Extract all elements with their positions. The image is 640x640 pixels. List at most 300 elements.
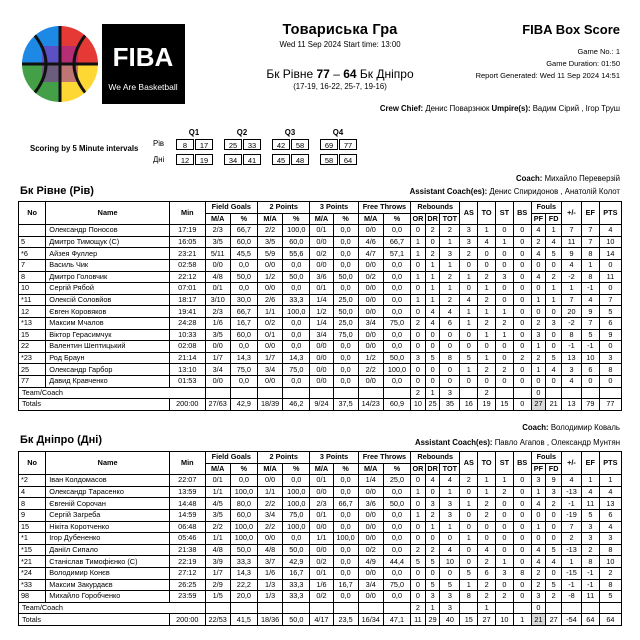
p2-pct: 0,0 — [283, 283, 310, 295]
personal-fouls: 2 — [531, 236, 546, 248]
efficiency: -1 — [581, 567, 599, 579]
blocks: 0 — [513, 225, 531, 237]
ft-made-attempted: 0/0 — [358, 591, 383, 603]
plus-minus: -1 — [562, 341, 582, 353]
col-header-free-throws: Free Throws — [358, 452, 410, 464]
ft-pct: 0,0 — [383, 533, 410, 545]
player-minutes: 19:41 — [169, 306, 205, 318]
personal-fouls: 2 — [531, 567, 546, 579]
p2-made-attempted: 0/0 — [258, 341, 283, 353]
ft-made-attempted: 0/0 — [358, 225, 383, 237]
totals-offensive-rebounds: 10 — [411, 399, 426, 411]
assists: 0 — [460, 509, 478, 521]
player-name: Давид Кравченко — [46, 375, 170, 387]
defensive-rebounds: 5 — [425, 556, 440, 568]
turnovers: 1 — [478, 225, 496, 237]
personal-fouls: 0 — [531, 509, 546, 521]
fouls-drawn: 1 — [546, 294, 562, 306]
game-title: Товариська Гра — [282, 22, 398, 38]
col-header-blocks: BS — [513, 452, 531, 475]
turnovers: 1 — [478, 329, 496, 341]
total-rebounds: 3 — [440, 509, 460, 521]
col-header-2-points: 2 Points — [258, 452, 310, 464]
player-number: 8 — [19, 271, 46, 283]
defensive-rebounds: 0 — [425, 329, 440, 341]
col-header-efficiency: EF — [581, 202, 599, 225]
totals-fg-made-attempted: 27/63 — [205, 399, 230, 411]
interval-score-cell: 25 — [224, 139, 242, 150]
ft-pct: 66,7 — [383, 236, 410, 248]
p3-made-attempted: 0/0 — [310, 259, 333, 271]
defensive-rebounds: 5 — [425, 352, 440, 364]
crew-chief-name: Денис Поварзнюк — [425, 104, 490, 113]
player-row — [19, 475, 622, 487]
defensive-rebounds: 1 — [425, 521, 440, 533]
defensive-rebounds: 1 — [425, 283, 440, 295]
turnovers: 1 — [478, 306, 496, 318]
points: 6 — [599, 317, 621, 329]
fg-made-attempted: 3/5 — [205, 509, 230, 521]
player-minutes: 05:46 — [169, 533, 205, 545]
col-subheader-ma: M/A — [205, 213, 230, 225]
steals: 1 — [496, 306, 514, 318]
points: 0 — [599, 341, 621, 353]
p2-made-attempted: 0/0 — [258, 259, 283, 271]
ft-made-attempted: 0/0 — [358, 259, 383, 271]
ft-pct: 0,0 — [383, 283, 410, 295]
blocks: 0 — [513, 364, 531, 376]
period-team-code: Рів — [153, 139, 165, 148]
fg-made-attempted: 1/1 — [205, 486, 230, 498]
player-row — [19, 283, 622, 295]
player-row — [19, 556, 622, 568]
fg-pct: 66,7 — [230, 225, 257, 237]
player-number: 15 — [19, 521, 46, 533]
assists: 5 — [460, 567, 478, 579]
empty-cell — [333, 387, 358, 399]
fg-pct: 80,0 — [230, 498, 257, 510]
logo-tagline: We Are Basketball — [108, 82, 178, 92]
player-row — [19, 579, 622, 591]
personal-fouls: 0 — [531, 306, 546, 318]
p2-pct: 75,0 — [283, 364, 310, 376]
totals-efficiency: 79 — [581, 399, 599, 411]
game-number: Game No.: 1 — [577, 47, 620, 56]
interval-score-cell: 42 — [272, 139, 290, 150]
p2-pct: 33,3 — [283, 294, 310, 306]
personal-fouls: 3 — [531, 329, 546, 341]
total-rebounds: 3 — [440, 591, 460, 603]
blocks: 0 — [513, 317, 531, 329]
assistant-names: Павло Агапов , Олександр Мунтян — [494, 438, 620, 447]
col-subheader-pf: PF — [531, 463, 546, 475]
team1-title: Бк Рівне (Рів) — [20, 185, 94, 197]
turnovers: 2 — [478, 591, 496, 603]
assists: 1 — [460, 533, 478, 545]
player-name: Олександр Гарбор — [46, 364, 170, 376]
fouls-drawn: 2 — [546, 498, 562, 510]
assists: 0 — [460, 486, 478, 498]
assists: 0 — [460, 375, 478, 387]
fg-made-attempted: 4/8 — [205, 544, 230, 556]
p3-pct: 100,0 — [333, 533, 358, 545]
col-header-turnovers: TO — [478, 202, 496, 225]
personal-fouls: 0 — [531, 259, 546, 271]
empty-cell — [258, 387, 283, 399]
col-subheader-fd: FD — [546, 213, 562, 225]
player-row — [19, 486, 622, 498]
team-personal-fouls: 0 — [531, 387, 546, 399]
turnovers: 2 — [478, 294, 496, 306]
offensive-rebounds: 0 — [411, 341, 426, 353]
col-header-fouls: Fouls — [531, 452, 561, 464]
p3-made-attempted: 0/1 — [310, 509, 333, 521]
efficiency: 11 — [581, 591, 599, 603]
totals-personal-fouls: 21 — [531, 614, 546, 626]
col-header-rebounds: Rebounds — [411, 202, 460, 214]
assists: 0 — [460, 341, 478, 353]
p2-made-attempted: 0/2 — [258, 317, 283, 329]
p2-pct: 50,0 — [283, 271, 310, 283]
fg-pct: 60,0 — [230, 329, 257, 341]
points: 0 — [599, 283, 621, 295]
fg-made-attempted: 0/0 — [205, 375, 230, 387]
assists: 1 — [460, 579, 478, 591]
totals-assists: 15 — [460, 614, 478, 626]
turnovers: 0 — [478, 521, 496, 533]
col-subheader-pct: % — [383, 213, 410, 225]
col-subheader-or: OR — [412, 213, 424, 223]
plus-minus: 1 — [562, 556, 582, 568]
final-score: Бк Рівне 77 – 64 Бк Дніпро — [266, 67, 414, 81]
col-header-name: Name — [46, 452, 170, 475]
p2-made-attempted: 0/0 — [258, 375, 283, 387]
col-header-min: Min — [169, 452, 205, 475]
plus-minus: -1 — [562, 579, 582, 591]
team-personal-fouls: 0 — [531, 602, 546, 614]
empty-cell — [230, 602, 257, 614]
blocks: 0 — [513, 579, 531, 591]
p3-made-attempted: 0/2 — [310, 556, 333, 568]
total-rebounds: 0 — [440, 329, 460, 341]
fg-pct: 22,2 — [230, 579, 257, 591]
player-name: Сергій Рябой — [46, 283, 170, 295]
plus-minus: 13 — [562, 352, 582, 364]
p2-made-attempted: 0/0 — [258, 533, 283, 545]
empty-cell — [358, 387, 383, 399]
player-minutes: 18:17 — [169, 294, 205, 306]
ft-made-attempted: 3/4 — [358, 579, 383, 591]
plus-minus: -15 — [562, 567, 582, 579]
col-header-efficiency: EF — [581, 452, 599, 475]
p3-made-attempted: 0/0 — [310, 364, 333, 376]
fg-made-attempted: 3/10 — [205, 294, 230, 306]
team2-boxscore-table — [18, 451, 622, 626]
coach-label: Coach: — [515, 174, 543, 183]
total-rebounds: 1 — [440, 521, 460, 533]
steals: 0 — [496, 294, 514, 306]
blocks: 2 — [513, 352, 531, 364]
fg-made-attempted: 0/1 — [205, 475, 230, 487]
p2-made-attempted: 1/1 — [258, 486, 283, 498]
p2-pct: 100,0 — [283, 225, 310, 237]
player-number: *21 — [19, 556, 46, 568]
player-minutes: 22:12 — [169, 271, 205, 283]
player-row — [19, 521, 622, 533]
player-name: Нікіта Коротченко — [46, 521, 170, 533]
efficiency: 1 — [581, 475, 599, 487]
ft-pct: 75,0 — [383, 317, 410, 329]
total-rebounds: 10 — [440, 556, 460, 568]
total-rebounds: 1 — [440, 283, 460, 295]
empty-cell — [383, 602, 410, 614]
offensive-rebounds: 0 — [411, 225, 426, 237]
assists: 1 — [460, 317, 478, 329]
player-name: Дмитро Тимощук (С) — [46, 236, 170, 248]
fg-made-attempted: 1/7 — [205, 567, 230, 579]
personal-fouls: 1 — [531, 341, 546, 353]
header-row — [19, 452, 622, 464]
fouls-drawn: 2 — [546, 271, 562, 283]
turnovers: 2 — [478, 271, 496, 283]
plus-minus: 20 — [562, 306, 582, 318]
assists: 5 — [460, 352, 478, 364]
player-minutes: 02:08 — [169, 341, 205, 353]
team-coach-row — [19, 602, 622, 614]
game-header — [230, 22, 450, 91]
player-minutes: 23:21 — [169, 248, 205, 260]
offensive-rebounds: 0 — [411, 521, 426, 533]
player-row — [19, 294, 622, 306]
p2-made-attempted: 0/1 — [258, 329, 283, 341]
p3-made-attempted: 1/1 — [310, 533, 333, 545]
totals-p2-pct: 46,2 — [283, 399, 310, 411]
p3-made-attempted: 3/6 — [310, 271, 333, 283]
plus-minus: -19 — [562, 509, 582, 521]
defensive-rebounds: 1 — [425, 259, 440, 271]
assists: 0 — [460, 544, 478, 556]
col-subheader-pct: % — [230, 463, 257, 475]
fg-pct: 14,3 — [230, 567, 257, 579]
crew-chief-label: Crew Chief: — [379, 104, 424, 113]
totals-p2-made-attempted: 18/39 — [258, 399, 283, 411]
player-row — [19, 509, 622, 521]
defensive-rebounds: 1 — [425, 294, 440, 306]
player-row — [19, 364, 622, 376]
fg-made-attempted: 0/0 — [205, 259, 230, 271]
steals: 0 — [496, 544, 514, 556]
empty-cell — [460, 602, 478, 614]
offensive-rebounds: 1 — [411, 271, 426, 283]
home-team-name: Бк Рівне — [266, 67, 314, 81]
col-header-rebounds: Rebounds — [411, 452, 460, 464]
p2-pct: 55,6 — [283, 248, 310, 260]
steals: 0 — [496, 283, 514, 295]
p2-made-attempted: 1/2 — [258, 271, 283, 283]
p2-pct: 50,0 — [283, 544, 310, 556]
steals: 2 — [496, 591, 514, 603]
plus-minus: -2 — [562, 317, 582, 329]
empty-cell — [546, 602, 562, 614]
fg-pct: 75,0 — [230, 364, 257, 376]
p2-pct: 33,3 — [283, 591, 310, 603]
empty-cell — [460, 387, 478, 399]
fouls-drawn: 0 — [546, 521, 562, 533]
totals-minutes: 200:00 — [169, 399, 205, 411]
p3-made-attempted: 0/0 — [310, 352, 333, 364]
blocks: 0 — [513, 236, 531, 248]
player-minutes: 17:19 — [169, 225, 205, 237]
ft-pct: 0,0 — [383, 259, 410, 271]
fg-pct: 16,7 — [230, 317, 257, 329]
fg-made-attempted: 2/3 — [205, 225, 230, 237]
steals: 0 — [496, 259, 514, 271]
efficiency: 5 — [581, 329, 599, 341]
player-row — [19, 329, 622, 341]
personal-fouls: 4 — [531, 556, 546, 568]
totals-p3-pct: 37,5 — [333, 399, 358, 411]
points: 14 — [599, 248, 621, 260]
empty-cell — [383, 387, 410, 399]
p3-made-attempted: 0/0 — [310, 375, 333, 387]
blocks: 0 — [513, 533, 531, 545]
fg-pct: 20,0 — [230, 591, 257, 603]
assists: 8 — [460, 591, 478, 603]
ft-pct: 0,0 — [383, 591, 410, 603]
defensive-rebounds: 0 — [425, 533, 440, 545]
steals: 2 — [496, 364, 514, 376]
player-minutes: 10:33 — [169, 329, 205, 341]
blocks: 0 — [513, 591, 531, 603]
blocks: 0 — [513, 556, 531, 568]
quarter-header: Q3 — [284, 128, 296, 137]
efficiency: 10 — [581, 352, 599, 364]
efficiency: -1 — [581, 341, 599, 353]
col-header-no: No — [19, 202, 46, 225]
blocks: 0 — [513, 306, 531, 318]
personal-fouls: 4 — [531, 248, 546, 260]
player-minutes: 22:07 — [169, 475, 205, 487]
total-rebounds: 1 — [440, 486, 460, 498]
totals-ft-made-attempted: 14/23 — [358, 399, 383, 411]
blocks: 0 — [513, 475, 531, 487]
fg-made-attempted: 0/1 — [205, 283, 230, 295]
p2-made-attempted: 2/2 — [258, 521, 283, 533]
ft-pct: 0,0 — [383, 375, 410, 387]
steals: 1 — [496, 329, 514, 341]
points: 13 — [599, 498, 621, 510]
fg-made-attempted: 0/0 — [205, 341, 230, 353]
totals-row — [19, 614, 622, 626]
ft-made-attempted: 0/2 — [358, 271, 383, 283]
assists: 0 — [460, 521, 478, 533]
fg-pct: 100,0 — [230, 533, 257, 545]
offensive-rebounds: 0 — [411, 533, 426, 545]
assists: 1 — [460, 306, 478, 318]
col-subheader-or: OR — [412, 463, 424, 473]
interval-score-cell: 58 — [320, 154, 338, 165]
interval-score-cell: 48 — [291, 154, 309, 165]
logo-wordmark: FIBA — [112, 42, 174, 72]
ft-pct: 0,0 — [383, 509, 410, 521]
offensive-rebounds: 5 — [411, 556, 426, 568]
quarter-header: Q4 — [332, 128, 344, 137]
p2-pct: 0,0 — [283, 533, 310, 545]
player-number: 98 — [19, 591, 46, 603]
steals: 0 — [496, 521, 514, 533]
coach-label: Coach: — [522, 423, 549, 432]
p3-made-attempted: 0/0 — [310, 521, 333, 533]
col-subheader-tot: TOT — [440, 213, 460, 225]
efficiency: 0 — [581, 375, 599, 387]
steals: 0 — [496, 248, 514, 260]
p2-pct: 100,0 — [283, 521, 310, 533]
ft-made-attempted: 2/2 — [358, 364, 383, 376]
totals-p2-pct: 50,0 — [283, 614, 310, 626]
col-header-assists: AS — [460, 202, 478, 225]
col-header-field-goals: Field Goals — [205, 452, 257, 464]
turnovers: 0 — [478, 259, 496, 271]
empty-cell — [205, 387, 230, 399]
assists: 3 — [460, 225, 478, 237]
player-name: Михайло Горобченко — [46, 591, 170, 603]
plus-minus: 2 — [562, 533, 582, 545]
p2-pct: 0,0 — [283, 329, 310, 341]
efficiency: 11 — [581, 498, 599, 510]
p3-made-attempted: 0/1 — [310, 475, 333, 487]
p2-pct: 0,0 — [283, 317, 310, 329]
ft-made-attempted: 0/0 — [358, 486, 383, 498]
player-name: Валентин Шептицький — [46, 341, 170, 353]
empty-cell — [310, 387, 333, 399]
steals: 2 — [496, 317, 514, 329]
fg-pct: 66,7 — [230, 306, 257, 318]
turnovers: 1 — [478, 283, 496, 295]
p3-made-attempted: 0/1 — [310, 283, 333, 295]
defensive-rebounds: 1 — [425, 271, 440, 283]
p3-made-attempted: 0/0 — [310, 544, 333, 556]
offensive-rebounds: 0 — [411, 329, 426, 341]
totals-plus-minus: 13 — [562, 399, 582, 411]
p3-pct: 16,7 — [333, 579, 358, 591]
quarter-scores: (17-19, 16-22, 25-7, 19-16) — [293, 82, 387, 91]
points: 7 — [599, 294, 621, 306]
team-turnovers: 2 — [478, 387, 496, 399]
empty-cell — [599, 387, 621, 399]
player-row — [19, 352, 622, 364]
team-defensive-rebounds: 1 — [425, 387, 440, 399]
assists: 2 — [460, 475, 478, 487]
player-row — [19, 544, 622, 556]
player-name: Євген Коровяков — [46, 306, 170, 318]
p3-made-attempted: 1/2 — [310, 306, 333, 318]
fg-made-attempted: 3/5 — [205, 236, 230, 248]
fg-pct: 0,0 — [230, 375, 257, 387]
points: 3 — [599, 533, 621, 545]
player-row — [19, 567, 622, 579]
offensive-rebounds: 3 — [411, 352, 426, 364]
p2-pct: 0,0 — [283, 341, 310, 353]
efficiency: 4 — [581, 486, 599, 498]
col-header-min: Min — [169, 202, 205, 225]
doc-title: FIBA Box Score — [522, 22, 620, 37]
period-scoring — [30, 128, 390, 168]
team-coach-label: Team/Coach — [19, 602, 206, 614]
steals: 0 — [496, 352, 514, 364]
fouls-drawn: 3 — [546, 317, 562, 329]
p3-pct: 0,0 — [333, 544, 358, 556]
totals-p3-made-attempted: 4/17 — [310, 614, 333, 626]
